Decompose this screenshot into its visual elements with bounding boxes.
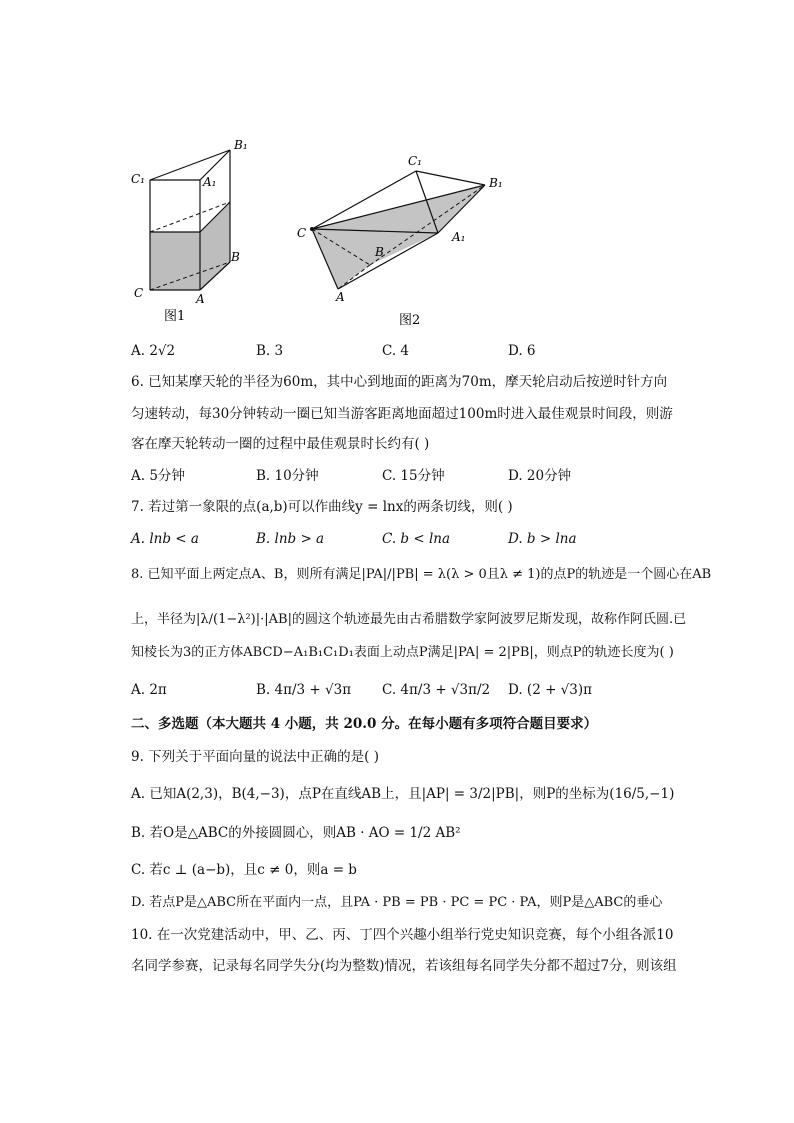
q8-option-b: B. 4π/3 + √3π [256, 682, 352, 698]
q7-option-d: D. b > lna [508, 531, 577, 547]
fig2-label-b: B [375, 245, 384, 259]
q7-option-c: C. b < lna [382, 531, 451, 547]
q9-option-d: D. 若点P是△ABC所在平面内一点，且PA · PB = PB · PC = PC · PA，则P是△ABC的垂心 [131, 895, 663, 910]
q8-option-c: C. 4π/3 + √3π/2 [382, 682, 491, 698]
q7-option-b: B. lnb > a [256, 531, 325, 547]
fig1-label-c1: C₁ [131, 172, 145, 186]
q5-option-a: A. 2√2 [131, 343, 176, 359]
fig2-label-b1: B₁ [489, 176, 503, 190]
q9-option-b: B. 若O是△ABC的外接圆圆心，则AB · AO = 1/2 AB² [131, 825, 461, 841]
q8-line-1: 8. 已知平面上两定点A、B，则所有满足|PA|/|PB| = λ(λ > 0且λ ≠ 1)的点P的轨迹是一个圆心在AB [131, 567, 712, 582]
q7-option-a: A. lnb < a [131, 531, 199, 547]
q9-option-a: A. 已知A(2,3)，B(4,−3)，点P在直线AB上，且|AP| = 3/2|PB|，则P的坐标为(16/5,−1) [131, 786, 675, 802]
q6-line-3: 客在摩天轮转动一圈的过程中最佳观景时长约有( ) [131, 436, 430, 452]
fig2-label-a: A [336, 290, 345, 304]
q6-option-d: D. 20分钟 [508, 468, 572, 484]
fig1-label-b: B [231, 250, 240, 264]
figures-area [120, 125, 540, 335]
fig2-label-c: C [297, 226, 307, 240]
fig1-caption: 图1 [164, 309, 186, 324]
q8-option-d: D. (2 + √3)π [508, 682, 593, 698]
q6-line-2: 匀速转动，每30分钟转动一圈已知当游客距离地面超过100m时进入最佳观景时间段，则游 [131, 406, 673, 422]
q10-line-2: 名同学参赛，记录每名同学失分(均为整数)情况，若该组每名同学失分都不超过7分，则该组 [131, 958, 677, 974]
figure-1 [131, 138, 248, 324]
figure-2 [297, 154, 503, 328]
fig2-caption: 图2 [399, 313, 421, 328]
q6-option-c: C. 15分钟 [382, 468, 445, 484]
fig2-label-c1: C₁ [408, 154, 422, 168]
q10-line-1: 10. 在一次党建活动中，甲、乙、丙、丁四个兴趣小组举行党史知识竞赛，每个小组各派10 [131, 927, 674, 943]
fig1-label-a1: A₁ [203, 175, 217, 189]
fig1-label-a: A [196, 292, 205, 306]
q8-line-3: 知棱长为3的正方体ABCD−A₁B₁C₁D₁表面上动点P满足|PA| = 2|PB|，则点P的轨迹长度为( ) [131, 645, 674, 660]
q9-line: 9. 下列关于平面向量的说法中正确的是( ) [131, 749, 379, 765]
fig1-label-b1: B₁ [234, 138, 248, 152]
fig2-label-a1: A₁ [452, 230, 466, 244]
q6-option-a: A. 5分钟 [131, 468, 185, 484]
section-heading-multi-choice: 二、多选题（本大题共 4 小题，共 20.0 分。在每小题有多项符合题目要求） [131, 716, 598, 732]
q8-line-2: 上，半径为|λ/(1−λ²)|·|AB|的圆这个轨迹最先由古希腊数学家阿波罗尼斯发现，故称作阿氏圆.已 [131, 612, 687, 627]
q7-line: 7. 若过第一象限的点(a,b)可以作曲线y = lnx的两条切线，则( ) [131, 499, 513, 515]
q9-option-c: C. 若c ⊥ (a−b)，且c ≠ 0，则a = b [131, 862, 357, 878]
q8-option-a: A. 2π [131, 682, 167, 698]
geometry-figures [120, 125, 540, 335]
q6-option-b: B. 10分钟 [256, 468, 319, 484]
q5-option-b: B. 3 [256, 343, 284, 359]
q5-option-c: C. 4 [382, 343, 410, 359]
q6-line-1: 6. 已知某摩天轮的半径为60m，其中心到地面的距离为70m，摩天轮启动后按逆时针方向 [131, 374, 668, 390]
q5-option-d: D. 6 [508, 343, 536, 359]
fig1-label-c: C [134, 286, 144, 300]
